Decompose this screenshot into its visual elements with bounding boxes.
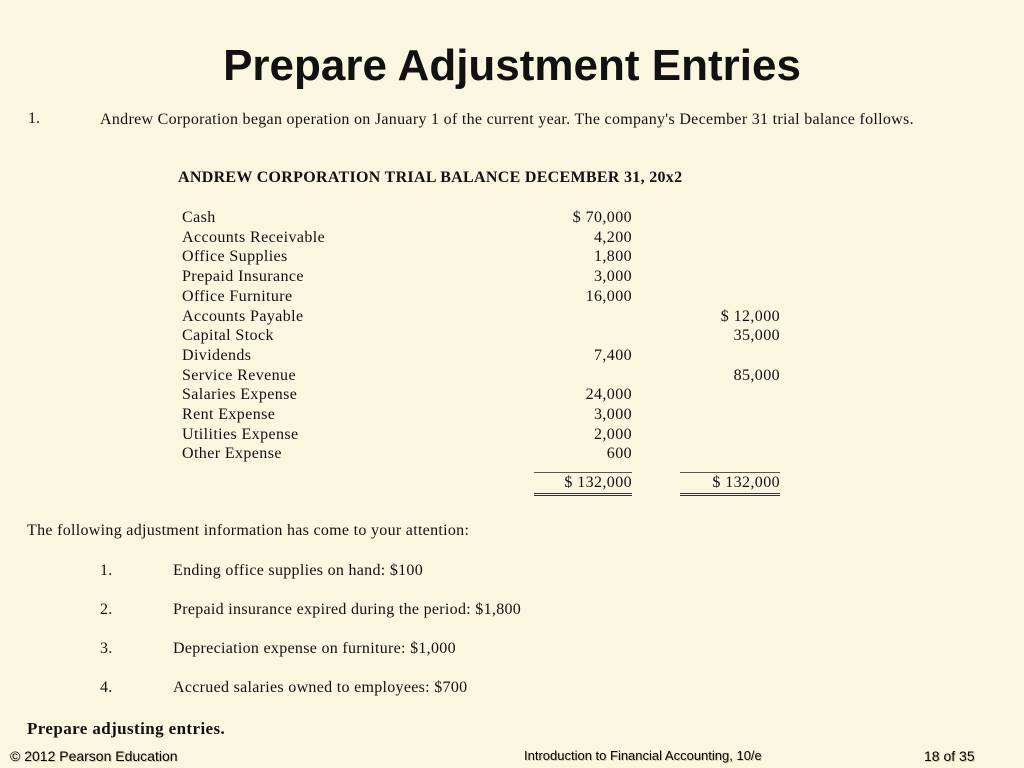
table-row xyxy=(182,228,780,248)
debit-amount: 4,200 xyxy=(594,228,632,246)
credit-amount xyxy=(680,346,780,366)
debit-amount xyxy=(534,366,632,386)
debit-amount: $ 70,000 xyxy=(572,209,632,226)
account-name: Accounts Receivable xyxy=(182,228,326,246)
table-row xyxy=(182,287,780,307)
adjustment-item xyxy=(100,679,467,697)
trial-balance-heading: ANDREW CORPORATION TRIAL BALANCE DECEMBER 31, 20x2 xyxy=(178,169,683,186)
adjustment-intro: The following adjustment information has come to your attention: xyxy=(27,522,470,539)
table-row xyxy=(182,247,780,267)
credit-amount: 35,000 xyxy=(733,327,780,345)
debit-amount: 1,800 xyxy=(594,248,632,266)
account-name: Dividends xyxy=(182,346,252,364)
table-row xyxy=(182,444,780,464)
credit-amount xyxy=(680,287,780,307)
account-name: Prepaid Insurance xyxy=(182,268,304,286)
table-row xyxy=(182,366,780,386)
footer-page-number: 18 of 35 xyxy=(924,748,975,764)
table-row xyxy=(182,267,780,287)
account-name: Service Revenue xyxy=(182,366,296,384)
credit-amount xyxy=(680,267,780,287)
credit-amount xyxy=(680,247,780,267)
total-debit: $ 132,000 xyxy=(534,473,632,496)
adjustment-number: 4. xyxy=(100,679,113,696)
table-row xyxy=(182,425,780,445)
debit-amount: 16,000 xyxy=(585,287,632,305)
credit-amount xyxy=(680,228,780,248)
adjustment-number: 3. xyxy=(100,640,113,657)
credit-amount xyxy=(680,444,780,464)
adjustment-item xyxy=(100,640,456,658)
problem-text: Andrew Corporation began operation on January 1 of the current year. The company's December 31 trial balance follows. xyxy=(100,111,914,128)
debit-amount xyxy=(534,326,632,346)
debit-amount: 7,400 xyxy=(594,346,632,364)
account-name: Office Furniture xyxy=(182,287,293,305)
debit-amount: 3,000 xyxy=(594,268,632,286)
debit-amount: 24,000 xyxy=(585,386,632,404)
account-name: Salaries Expense xyxy=(182,386,298,404)
account-name: Cash xyxy=(182,209,216,226)
account-name: Rent Expense xyxy=(182,406,276,424)
slide-title: Prepare Adjustment Entries xyxy=(223,41,801,90)
credit-amount: $ 12,000 xyxy=(720,307,780,325)
adjustment-text: Prepaid insurance expired during the period: $1,800 xyxy=(173,601,522,618)
debit-amount: 2,000 xyxy=(594,425,632,443)
credit-amount xyxy=(680,385,780,405)
total-credit: $ 132,000 xyxy=(680,473,780,496)
debit-amount xyxy=(534,307,632,327)
debit-amount: 600 xyxy=(606,445,632,463)
debit-amount: 3,000 xyxy=(594,406,632,424)
table-row xyxy=(182,346,780,366)
footer-book-title: Introduction to Financial Accounting, 10/e xyxy=(524,748,762,763)
account-name: Capital Stock xyxy=(182,327,274,345)
instruction-text: Prepare adjusting entries. xyxy=(27,719,226,738)
credit-amount xyxy=(680,425,780,445)
footer-copyright: © 2012 Pearson Education xyxy=(10,748,178,764)
adjustment-text: Accrued salaries owned to employees: $700 xyxy=(173,679,468,696)
credit-amount: 85,000 xyxy=(733,366,780,384)
problem-number: 1. xyxy=(28,110,40,127)
adjustment-item xyxy=(100,562,423,580)
credit-amount xyxy=(680,208,780,228)
table-row xyxy=(182,326,780,346)
account-name: Utilities Expense xyxy=(182,425,299,443)
table-row xyxy=(182,208,780,228)
account-name: Other Expense xyxy=(182,445,282,463)
table-row xyxy=(182,405,780,425)
adjustment-number: 1. xyxy=(100,562,113,579)
trial-balance-table xyxy=(182,208,780,496)
table-row xyxy=(182,385,780,405)
adjustment-text: Ending office supplies on hand: $100 xyxy=(173,562,424,579)
adjustment-item xyxy=(100,601,521,619)
table-row xyxy=(182,307,780,327)
totals-row xyxy=(182,464,780,496)
credit-amount xyxy=(680,405,780,425)
account-name: Accounts Payable xyxy=(182,307,304,325)
adjustment-text: Depreciation expense on furniture: $1,000 xyxy=(173,640,456,657)
adjustment-number: 2. xyxy=(100,601,113,618)
account-name: Office Supplies xyxy=(182,248,288,266)
